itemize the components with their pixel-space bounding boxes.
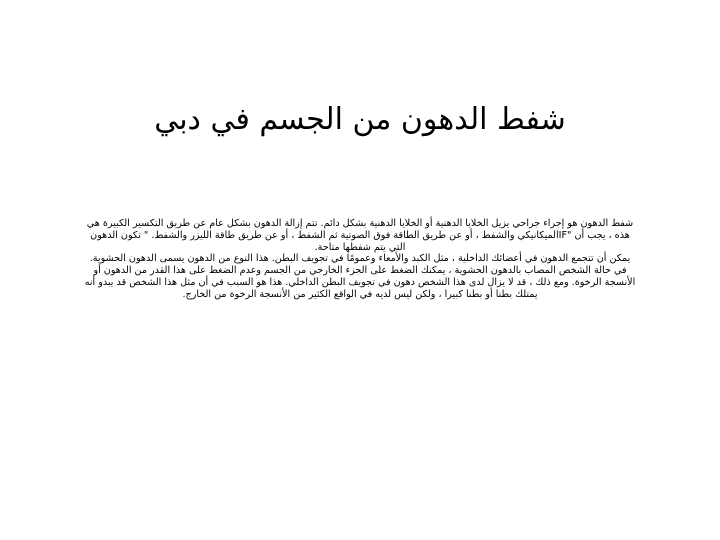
- body-paragraph-2: يمكن أن تتجمع الدهون في أعضائك الداخلية ، مثل الكبد والأمعاء وعمومًا في تجويف البطن. هذا النوع من الدهون يسمى الدهون الحشوية. في حالة الشخص المصاب بالدهون الحشوية ، يمكنك الضغط على الجزء الخارجي من الجسم وعدم الضغط على هذا القدر من الدهون أو الأنسجة الرخوة. ومع ذلك ، قد لا يزال لدى هذا الشخص دهون في تجويف البطن الداخلي. هذا هو السبب في أن مثل هذا الشخص قد يبدو أنه يمتلك بطنا أو بطنا كبيرا ، ولكن ليس لديه في الواقع الكثير من الأنسجة الرخوة من الخارج.: [84, 253, 636, 300]
- slide-title: شفط الدهون من الجسم في دبي: [154, 102, 566, 137]
- slide-body: [82, 218, 638, 301]
- body-paragraph-1: شفط الدهون هو إجراء جراحي يزيل الخلايا الدهنية أو الخلايا الدهنية بشكل دائم. تتم إزالة الدهون بشكل عام عن طريق التكسير الكبيرة هي هذه ، يجب أن "IFالميكانيكي والشفط ، أو عن طريق الطاقة فوق الصوتية ثم الشفط ، أو عن طريق طاقة الليزر والشفط. " تكون الدهون التي يتم شفطها متاحة.: [86, 218, 634, 253]
